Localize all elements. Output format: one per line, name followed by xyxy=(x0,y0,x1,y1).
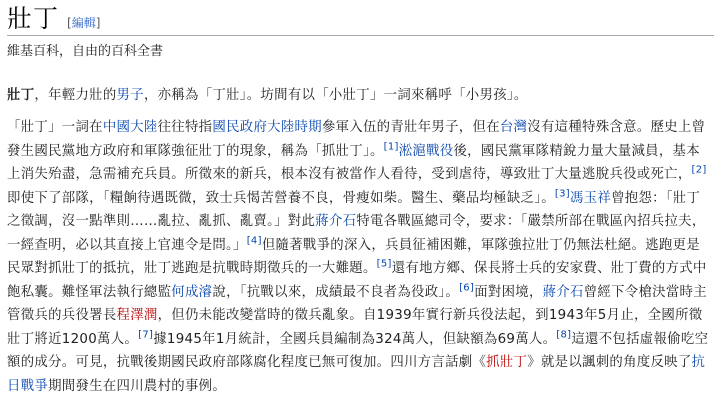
link-chiang-kai-shek[interactable]: 蔣介石 xyxy=(315,214,357,229)
text: 據1945年1月統計，全國兵員編制為324萬人，但缺額為69萬人。 xyxy=(153,331,557,347)
link-he-chengjun[interactable]: 何成濬 xyxy=(171,284,213,300)
text: 期間發生在四川農村的事例。 xyxy=(48,378,227,394)
ref-link-2[interactable]: [2] xyxy=(691,164,707,176)
text: 曾抱怨：「壯丁之徵調，沒一點準則……亂拉、亂抓、亂賣。」對此 xyxy=(7,190,701,229)
ref-link-7[interactable]: [7] xyxy=(138,329,154,341)
link-sino-japanese-war[interactable]: 抗日戰爭 xyxy=(7,355,706,394)
text: 但隨著戰爭的深入，兵員征補困難，軍隊強拉壯丁仍無法杜絕。逃跑更是民眾對抓壯丁的抵抗，壯丁逃跑是抗戰時期徵兵的一大難題。 xyxy=(7,237,700,276)
intro-paragraph xyxy=(7,84,713,108)
link-chiang-kai-shek-2[interactable]: 蔣介石 xyxy=(542,284,584,300)
text: ，亦稱為「丁壯」。坊間有以「小壯丁」一詞來稱呼「小男孩」。 xyxy=(143,88,528,103)
link-songhu-battle[interactable]: 淞滬戰役 xyxy=(398,143,454,159)
ref-2 xyxy=(692,165,707,176)
title-divider xyxy=(7,35,714,36)
site-tagline: 維基百科，自由的百科全書 xyxy=(7,44,164,59)
ref-1 xyxy=(384,141,399,152)
text: ，但仍未能改變當時的徵兵亂象。自1939年實行新兵役法起，到1943年5月止，全國所徵壯丁將近1200萬人。 xyxy=(7,308,703,347)
text: 》就是以諷刺的角度反映了 xyxy=(527,355,692,370)
link-male[interactable]: 男子 xyxy=(116,88,144,103)
ref-4 xyxy=(247,235,262,246)
page-title: 壯丁 xyxy=(7,4,60,33)
text: 曾經下令槍決當時主管徵兵的兵役署長 xyxy=(7,284,707,323)
text: 面對困境， xyxy=(474,284,543,300)
text: 沒有這種特殊含意。歷史上曾發生國民黨地方政府和軍隊強征壯丁的現象，稱為「抓壯丁」。 xyxy=(7,120,706,159)
text: 參軍入伍的青壯年男子，但在 xyxy=(321,120,500,135)
text: 往往特指 xyxy=(157,120,213,135)
ref-link-6[interactable]: [6] xyxy=(459,282,475,294)
ref-link-3[interactable]: [3] xyxy=(554,188,570,200)
ref-link-5[interactable]: [5] xyxy=(376,258,392,270)
redlink-cheng-zerun[interactable]: 程澤潤 xyxy=(116,308,158,323)
ref-7 xyxy=(138,329,153,340)
ref-link-4[interactable]: [4] xyxy=(246,235,262,247)
text: 後，國民黨軍隊精銳力量大量減員，基本上消失殆盡，急需補充兵員。所徵來的新兵，根本沒有被當作人看待，受到虐待，導致壯丁大量逃脫兵役或死亡， xyxy=(7,143,700,182)
link-taiwan[interactable]: 台灣 xyxy=(499,120,528,135)
ref-5 xyxy=(377,259,392,270)
text: 說，「抗戰以來，成績最不良者為役政」。 xyxy=(212,284,460,300)
text: ，年輕力壯的 xyxy=(34,88,117,103)
text: 還有地方鄉、保長將士兵的安家費、壯丁費的方式中飽私囊。難怪軍法執行總監 xyxy=(7,261,707,300)
title-row xyxy=(7,2,100,38)
link-mainland-era[interactable]: 大陸時期 xyxy=(267,120,322,135)
body-paragraph xyxy=(7,116,713,398)
link-roc-government[interactable]: 國民政府 xyxy=(212,120,268,135)
text: 「壯丁」一詞在 xyxy=(7,120,103,135)
ref-3 xyxy=(555,188,570,199)
text: 特電各戰區總司令，要求：「嚴禁所部在戰區內招兵拉夫，一經查明，必以其直接上官連令是問。」 xyxy=(7,214,706,253)
edit-section xyxy=(67,14,100,31)
ref-link-8[interactable]: [8] xyxy=(556,329,572,341)
edit-link[interactable]: 編輯 xyxy=(71,16,96,30)
link-feng-yuxiang[interactable]: 馮玉祥 xyxy=(570,190,612,206)
redlink-zhua-zhuangding[interactable]: 抓壯丁 xyxy=(486,355,528,370)
ref-link-1[interactable]: [1] xyxy=(383,141,399,153)
text: 這還不包括虛報偷吃空額的成分。可見，抗戰後期國民政府部隊腐化程度已無可復加。四川方言話劇《 xyxy=(7,331,709,370)
edit-bracket-open: [ xyxy=(67,16,72,30)
term-bold: 壯丁 xyxy=(7,88,35,103)
edit-bracket-close: ] xyxy=(95,16,101,30)
link-china[interactable]: 中國大陸 xyxy=(102,120,158,135)
ref-6 xyxy=(459,282,474,293)
ref-8 xyxy=(556,329,571,340)
text: 即使下了部隊，「糧餉待遇既微，致士兵愒苦營養不良，骨瘦如柴。醫生、藥品均極缺乏」。 xyxy=(7,190,555,206)
